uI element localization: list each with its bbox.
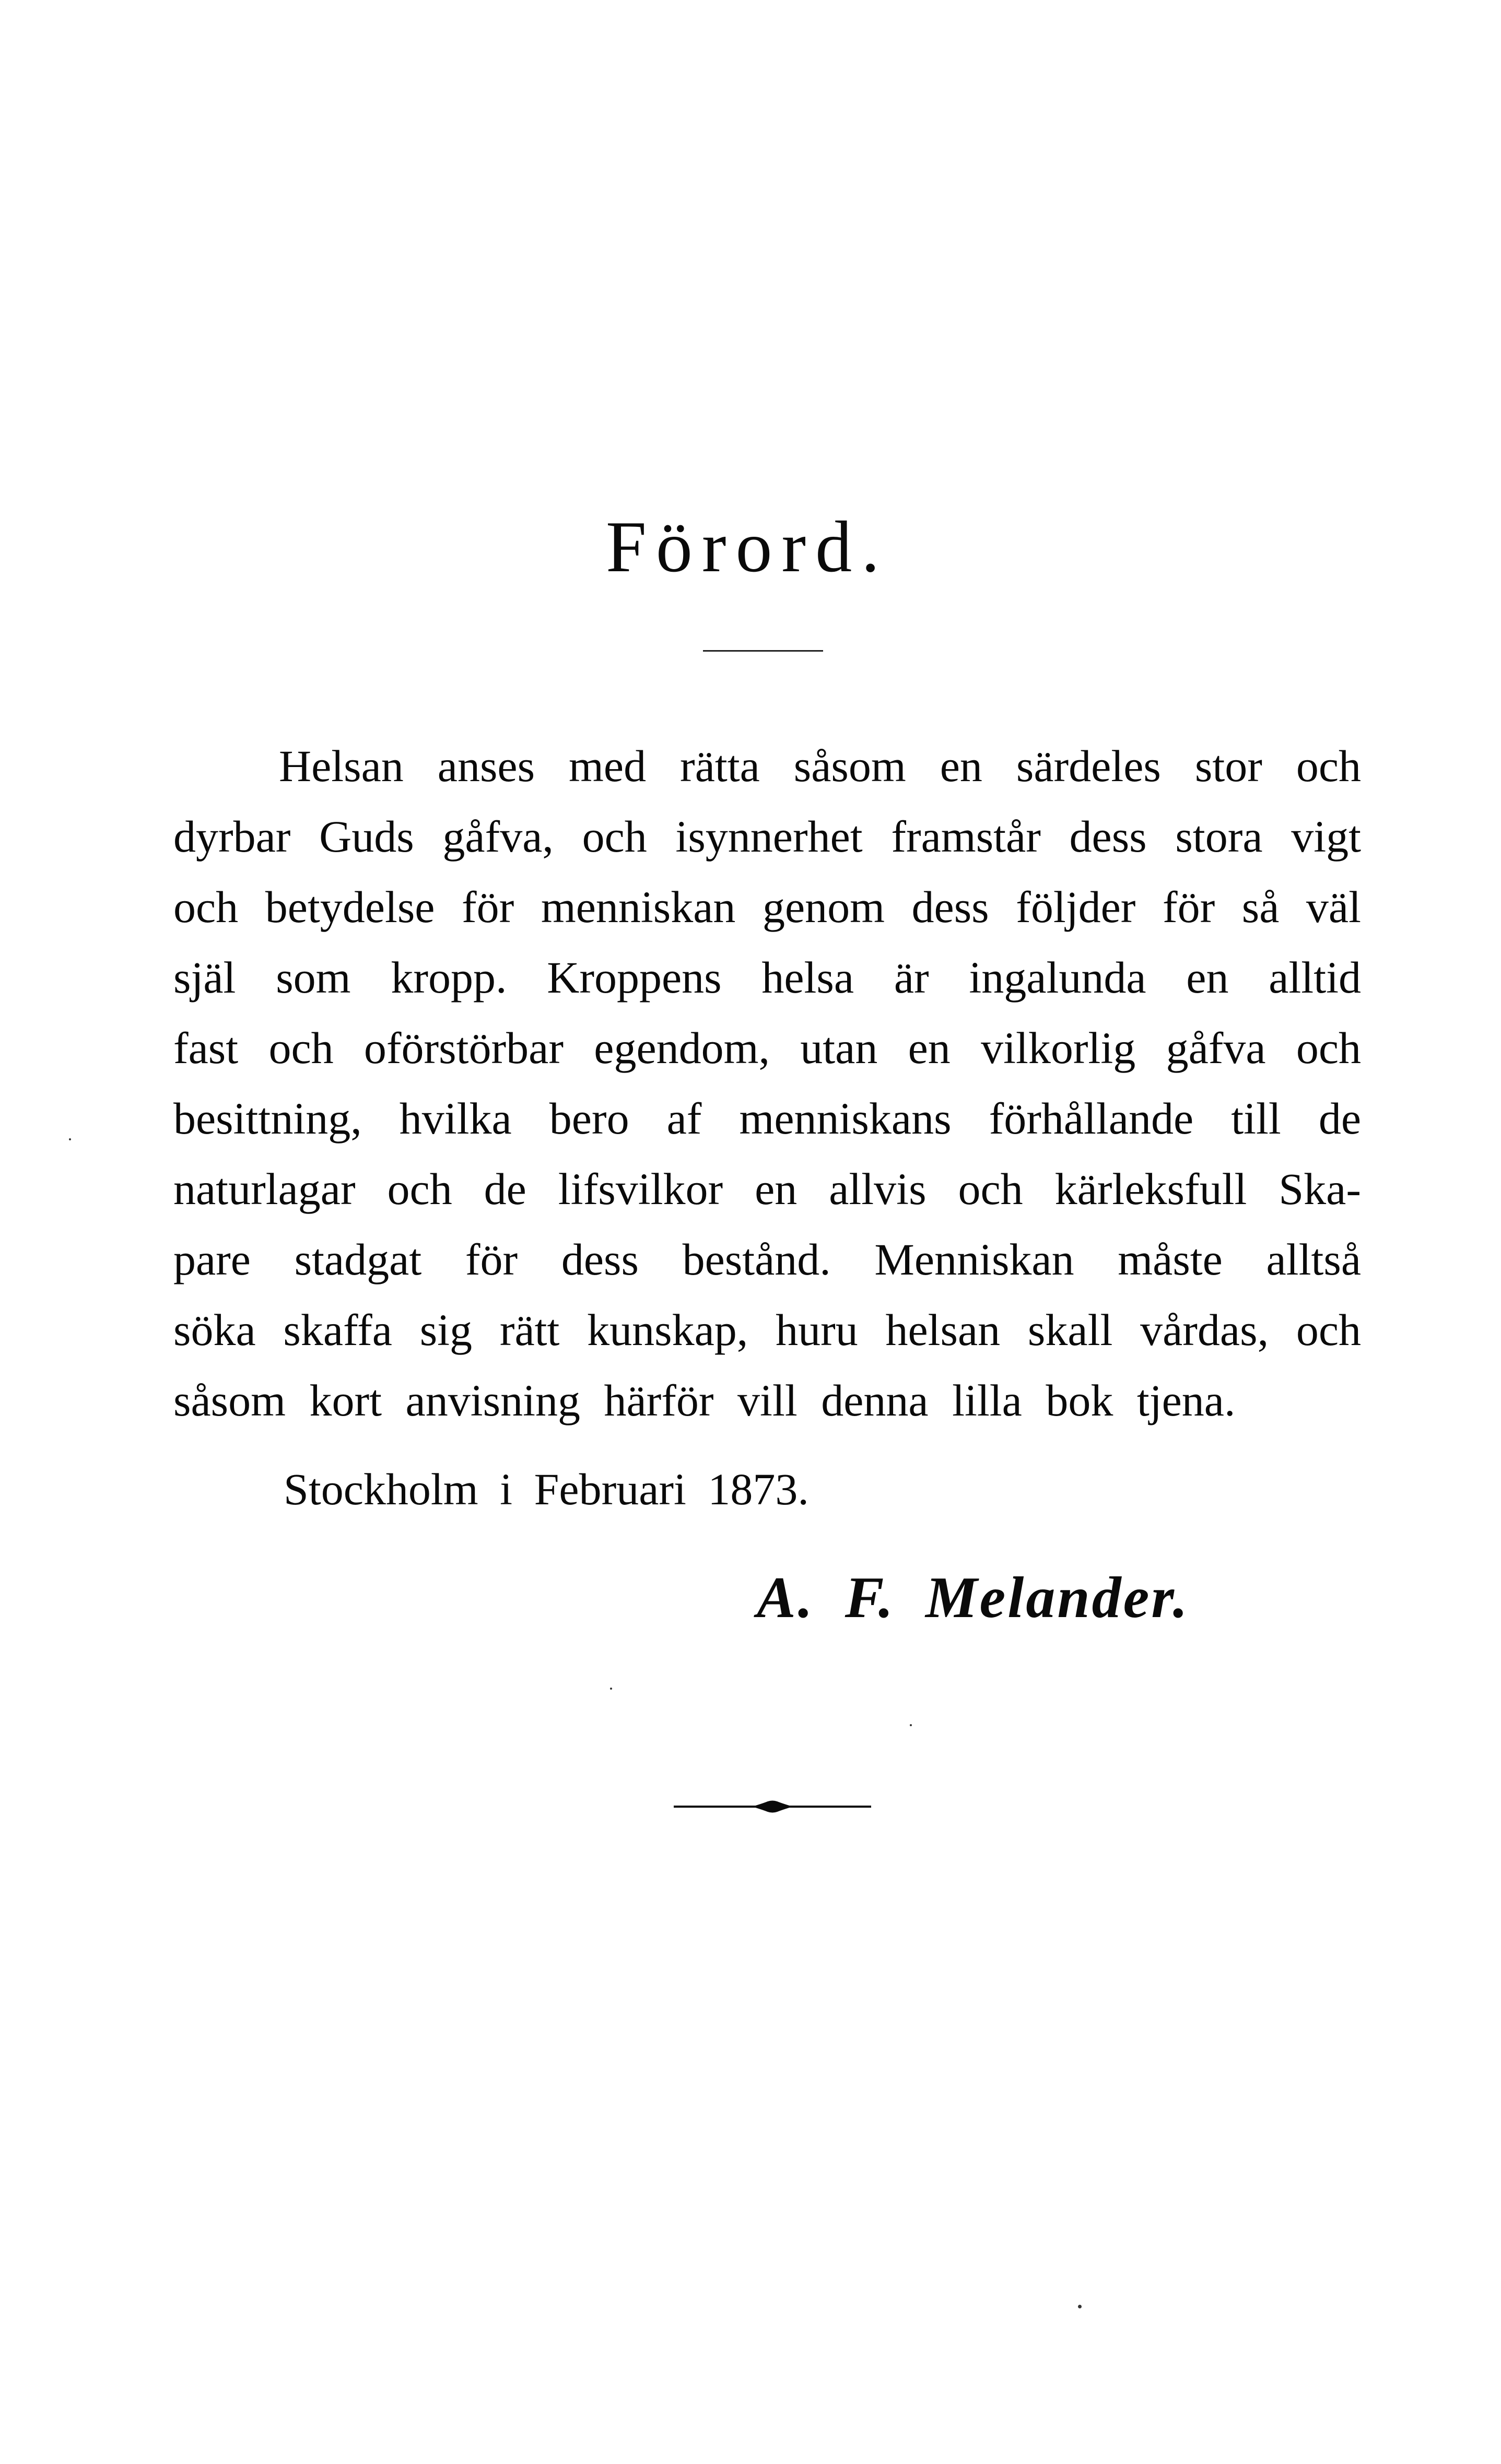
- title-divider: [703, 650, 823, 652]
- paragraph-line: Helsan anses med rätta såsom en särdeles stor och: [279, 741, 1361, 791]
- author-signature: A. F. Melander.: [757, 1565, 1190, 1630]
- paragraph-line: och betydelse för menniskan genom dess följder för så väl: [173, 882, 1361, 932]
- paragraph-line: såsom kort anvisning härför vill denna lilla bok tjena.: [173, 1375, 1236, 1425]
- page-title: Förord.: [606, 506, 889, 587]
- place-date-line: Stockholm i Februari 1873.: [284, 1464, 809, 1514]
- paragraph-line: besittning, hvilka bero af menniskans förhållande till de: [173, 1093, 1361, 1143]
- end-ornament-icon: [674, 1796, 871, 1817]
- paragraph-line: dyrbar Guds gåfva, och isynnerhet framstår dess stora vigt: [173, 811, 1361, 862]
- print-speck: [910, 1724, 912, 1726]
- print-speck: [69, 1138, 71, 1140]
- paragraph-line: själ som kropp. Kroppens helsa är ingalunda en alltid: [173, 952, 1361, 1003]
- paragraph-line: pare stadgat för dess bestånd. Menniskan måste alltså: [173, 1234, 1361, 1284]
- paragraph-line: fast och oförstörbar egendom, utan en vilkorlig gåfva och: [173, 1023, 1361, 1073]
- print-speck: [1078, 2305, 1082, 2308]
- paragraph-line: naturlagar och de lifsvilkor en allvis och kärleksfull Ska-: [173, 1164, 1361, 1214]
- print-speck: [610, 1688, 612, 1690]
- preface-paragraph: [173, 731, 1361, 1436]
- paragraph-line: söka skaffa sig rätt kunskap, huru helsan skall vårdas, och: [173, 1305, 1361, 1355]
